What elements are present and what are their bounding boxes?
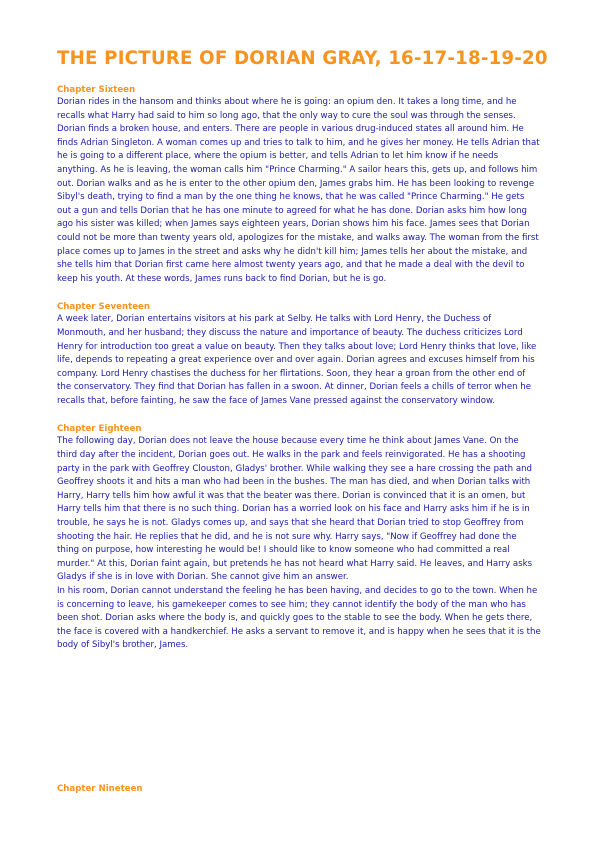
chapter-nineteen xyxy=(57,783,143,795)
chapter-body xyxy=(57,435,541,653)
chapter-body xyxy=(57,96,541,286)
chapter-eighteen xyxy=(57,423,541,653)
chapter-title: Chapter Seventeen xyxy=(57,302,150,313)
chapter-title: Chapter Eighteen xyxy=(57,424,142,435)
chapter-seventeen xyxy=(57,301,541,408)
document-page xyxy=(57,48,548,653)
chapter-title: Chapter Nineteen xyxy=(57,784,143,794)
document-title: THE PICTURE OF DORIAN GRAY, 16-17-18-19-20 xyxy=(57,48,548,69)
chapter-sixteen xyxy=(57,84,541,286)
chapter-body xyxy=(57,313,541,408)
chapter-title: Chapter Sixteen xyxy=(57,85,136,95)
paragraph: The following day, Dorian does not leave the house because every time he think about James Vane. On the third day after the incident, Dorian goes out. He walks in the park and feels reinvigorated. He has a shooting party in the park with Geoffrey Clouston, Gladys' brother. While walking they see a hare crossing the path and Geoffrey shoots it and hits a man who had been in the bushes. The man has died, and when Dorian talks with Harry, Harry tells him how awful it was that the beater was there. Dorian is convinced that it is an omen, but Harry tells him that there is no such thing. Dorian has a worried look on his face and Harry asks him if he is in trouble, he says he is not. Gladys comes up, and says that she heard that Dorian tried to stop Geoffrey from shooting the hair. He replies that he did, and he is not sure why. Harry says, "Now if Geoffrey had done the thing on purpose, how interesting he would be! I should like to know someone who had committed a real murder." At this, Dorian faint again, but pretends he has not heard what Harry said. He leaves, and Harry asks Gladys if she is in love with Dorian. She cannot give him an answer. xyxy=(57,436,533,583)
paragraph: In his room, Dorian cannot understand the feeling he has been having, and decides to go to the town. When he is concerning to leave, his gamekeeper comes to see him; they cannot identify the body of the man who has been shot. Dorian asks where the body is, and quickly goes to the stable to see the body. When he gets there, the face is covered with a handkerchief. He asks a servant to remove it, and is happy when he sees that it is the body of Sibyl's brother, James. xyxy=(57,586,541,651)
paragraph: A week later, Dorian entertains visitors at his park at Selby. He talks with Lord Henry, the Duchess of Monmouth, and her husband; they discuss the nature and importance of beauty. The duchess criticizes Lord Henry for introduction too great a value on beauty. Then they talks about love; Lord Henry thinks that love, like life, depends to repeating a great experience over and over again. Dorian agrees and excuses himself from his company. Lord Henry chastises the duchess for her flirtations. Soon, they hear a groan from the other end of the conservatory. They find that Dorian has fallen in a swoon. At dinner, Dorian feels a chills of terror when he recalls that, before fainting, he saw the face of James Vane pressed against the conservatory window. xyxy=(57,314,537,406)
paragraph: Dorian rides in the hansom and thinks about where he is going: an opium den. It takes a long time, and he recalls what Harry had said to him so long ago, that the only way to cure the soul was through the senses. Dorian finds a broken house, and enters. There are people in various drug-induced states all around him. He finds Adrian Singleton. A woman comes up and tries to talk to him, and he gives her money. He tells Adrian that he is going to a different place, where the opium is better, and tells Adrian to let him know if he needs anything. As he is leaving, the woman calls him "Prince Charming." A sailor hears this, gets up, and follows him out. Dorian walks and as he is enter to the other opium den, James grabs him. He has been looking to revenge Sibyl's death, trying to find a man by the one thing he knows, that he was called "Prince Charming." He gets out a gun and tells Dorian that he has one minute to agreed for what he has done. Dorian asks him how long ago his sister was killed; when James says eighteen years, Dorian shows him his face. James sees that Dorian could not be more than twenty years old, apologizes for the mistake, and walks away. The woman from the first place comes up to James in the street and asks why he didn't kill him; James tells her about the mistake, and she tells him that Dorian first came here almost twenty years ago, and that he made a deal with the devil to keep his youth. At these words, James runs back to find Dorian, but he is go. xyxy=(57,97,540,284)
